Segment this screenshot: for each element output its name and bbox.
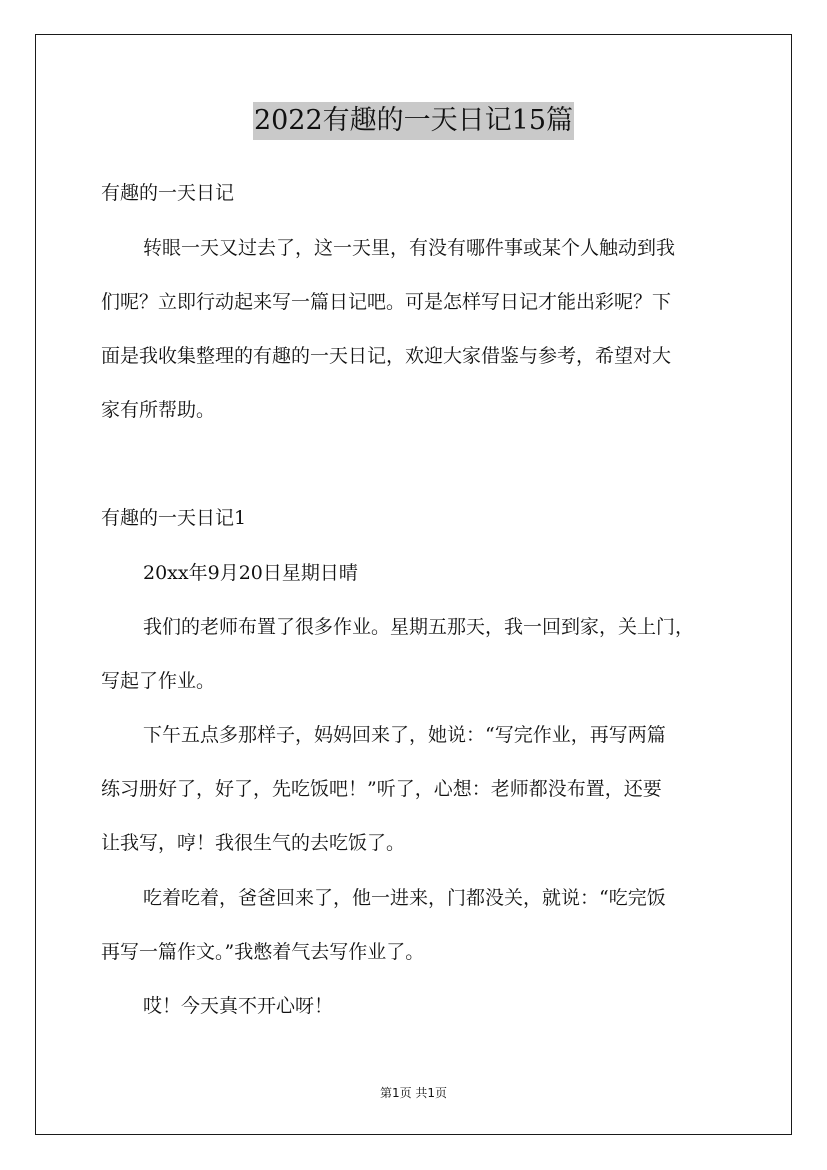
paragraph-line: 练习册好了，好了，先吃饭吧！”听了，心想：老师都没布置，还要 (101, 778, 662, 800)
document-title: 2022有趣的一天日记15篇 (253, 102, 574, 140)
diary-date: 20xx年9月20日星期日晴 (143, 562, 358, 584)
page-footer: 第1页 共1页 (379, 1086, 448, 1100)
paragraph-line: 再写一篇作文。”我憋着气去写作业了。 (101, 941, 425, 963)
paragraph-line: 们呢？立即行动起来写一篇日记吧。可是怎样写日记才能出彩呢？下 (101, 291, 672, 313)
title-container (0, 102, 827, 140)
section-heading: 有趣的一天日记 (101, 182, 235, 204)
paragraph-line: 家有所帮助。 (101, 399, 216, 421)
paragraph-line: 让我写，哼！我很生气的去吃饭了。 (101, 832, 406, 854)
paragraph-line: 转眼一天又过去了，这一天里，有没有哪件事或某个人触动到我 (143, 237, 676, 259)
paragraph-line: 我们的老师布置了很多作业。星期五那天，我一回到家，关上门， (143, 616, 695, 638)
paragraph-line: 哎！今天真不开心呀！ (143, 995, 334, 1017)
section-heading: 有趣的一天日记1 (101, 507, 247, 529)
paragraph-line: 面是我收集整理的有趣的一天日记，欢迎大家借鉴与参考，希望对大 (101, 345, 672, 367)
paragraph-line: 下午五点多那样子，妈妈回来了，她说：“写完作业，再写两篇 (143, 724, 666, 746)
paragraph-line: 吃着吃着，爸爸回来了，他一进来，门都没关，就说：“吃完饭 (143, 887, 666, 909)
paragraph-line: 写起了作业。 (101, 670, 216, 692)
